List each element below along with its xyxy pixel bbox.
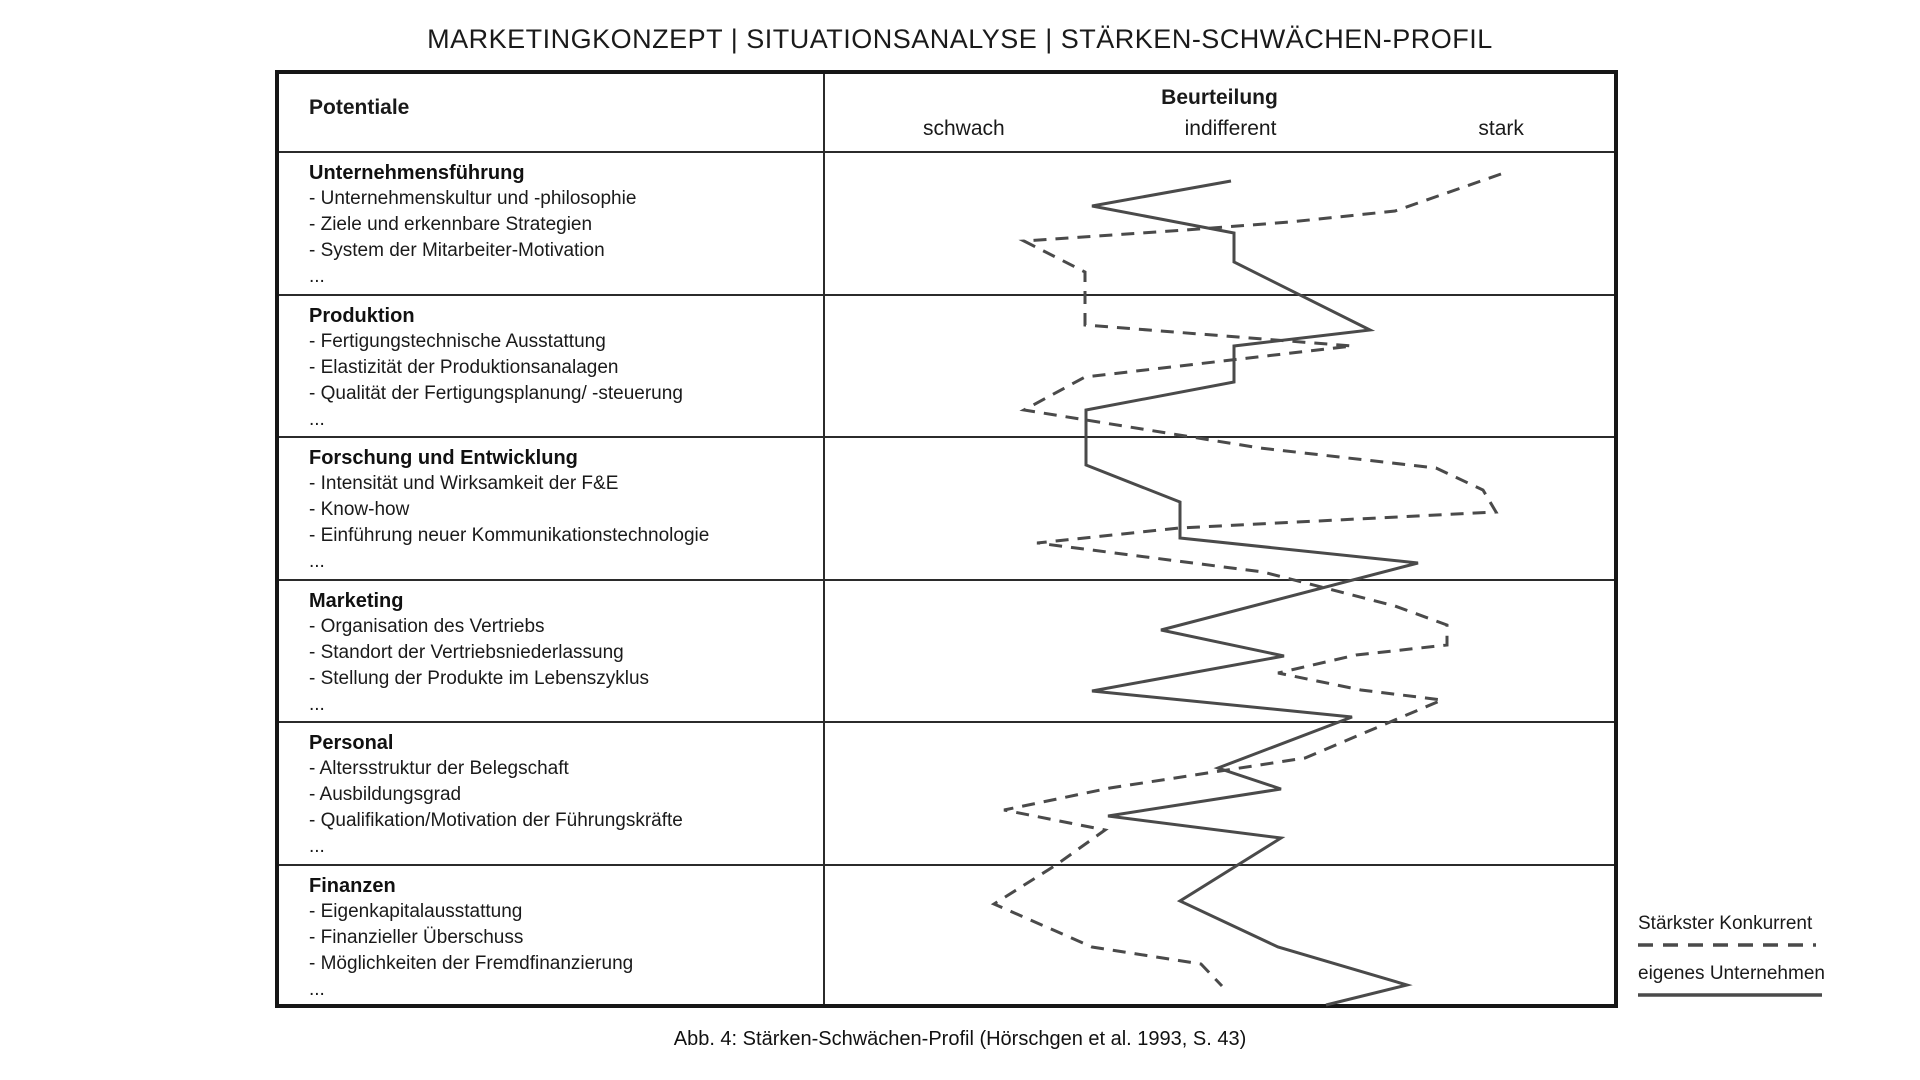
row-item: ... (309, 836, 325, 857)
rows-container (279, 151, 1614, 1006)
row-heading: Marketing (309, 589, 404, 612)
figure-caption: Abb. 4: Stärken-Schwächen-Profil (Hörschgen et al. 1993, S. 43) (673, 1028, 1247, 1050)
row-item: - Finanzieller Überschuss (309, 926, 524, 948)
own-line-sample (1638, 992, 1822, 998)
row-item: ... (309, 693, 325, 715)
row-item: - Einführung neuer Kommunikationstechnologie (309, 525, 710, 546)
row-item: - System der Mitarbeiter-Motivation (309, 240, 605, 261)
row-heading: Unternehmensführung (309, 162, 525, 184)
row-item: - Ausbildungsgrad (309, 784, 462, 805)
row-item: - Qualifikation/Motivation der Führungskräfte (309, 810, 683, 831)
row-item: - Stellung der Produkte im Lebenszyklus (309, 667, 650, 689)
profile-table (275, 70, 1618, 1008)
table-row-4 (279, 579, 1614, 722)
figure-title: MARKETINGKONZEPT | SITUATIONSANALYSE | STÄRKEN-SCHWÄCHEN-PROFIL (427, 24, 1493, 54)
row-heading: Personal (309, 732, 394, 754)
row-item: ... (309, 551, 325, 572)
table-row-6 (279, 864, 1614, 1007)
row-heading: Produktion (309, 304, 415, 327)
row-item: - Möglichkeiten der Fremdfinanzierung (309, 952, 634, 974)
row-item: - Intensität und Wirksamkeit der F&E (309, 473, 619, 494)
table-row-1 (279, 151, 1614, 294)
row-item: - Know-how (309, 499, 410, 520)
table-row-2 (279, 294, 1614, 437)
row-item: - Qualität der Fertigungsplanung/ -steuerung (309, 382, 683, 404)
row-item: - Ziele und erkennbare Strategien (309, 214, 593, 235)
row-item: ... (309, 978, 325, 1000)
scale-label-stark: stark (1478, 117, 1524, 140)
legend-own-label: eigenes Unternehmen (1638, 963, 1825, 984)
legend (1638, 912, 1833, 1012)
row-heading: Finanzen (309, 874, 396, 897)
row-item: - Unternehmenskultur und -philosophie (309, 188, 637, 209)
table-row-3 (279, 436, 1614, 579)
row-item: - Eigenkapitalausstattung (309, 900, 523, 922)
scale-label-indifferent: indifferent (1184, 117, 1277, 140)
beurteilung-header: Beurteilung (1161, 86, 1278, 109)
competitor-line-sample (1638, 942, 1816, 948)
row-item: - Fertigungstechnische Ausstattung (309, 330, 606, 352)
table-row-5 (279, 721, 1614, 864)
row-item: - Elastizität der Produktionsanalagen (309, 356, 619, 378)
table-header-row (279, 74, 1614, 151)
beurteilung-header-cell (825, 74, 1614, 151)
row-item: ... (309, 266, 325, 287)
legend-competitor-label: Stärkster Konkurrent (1638, 913, 1813, 934)
scale-label-schwach: schwach (923, 117, 1005, 140)
row-item: ... (309, 408, 325, 430)
row-heading: Forschung und Entwicklung (309, 447, 578, 469)
row-item: - Standort der Vertriebsniederlassung (309, 641, 624, 663)
row-item: - Altersstruktur der Belegschaft (309, 758, 569, 779)
row-item: - Organisation des Vertriebs (309, 615, 545, 637)
potentiale-header: Potentiale (309, 96, 410, 119)
